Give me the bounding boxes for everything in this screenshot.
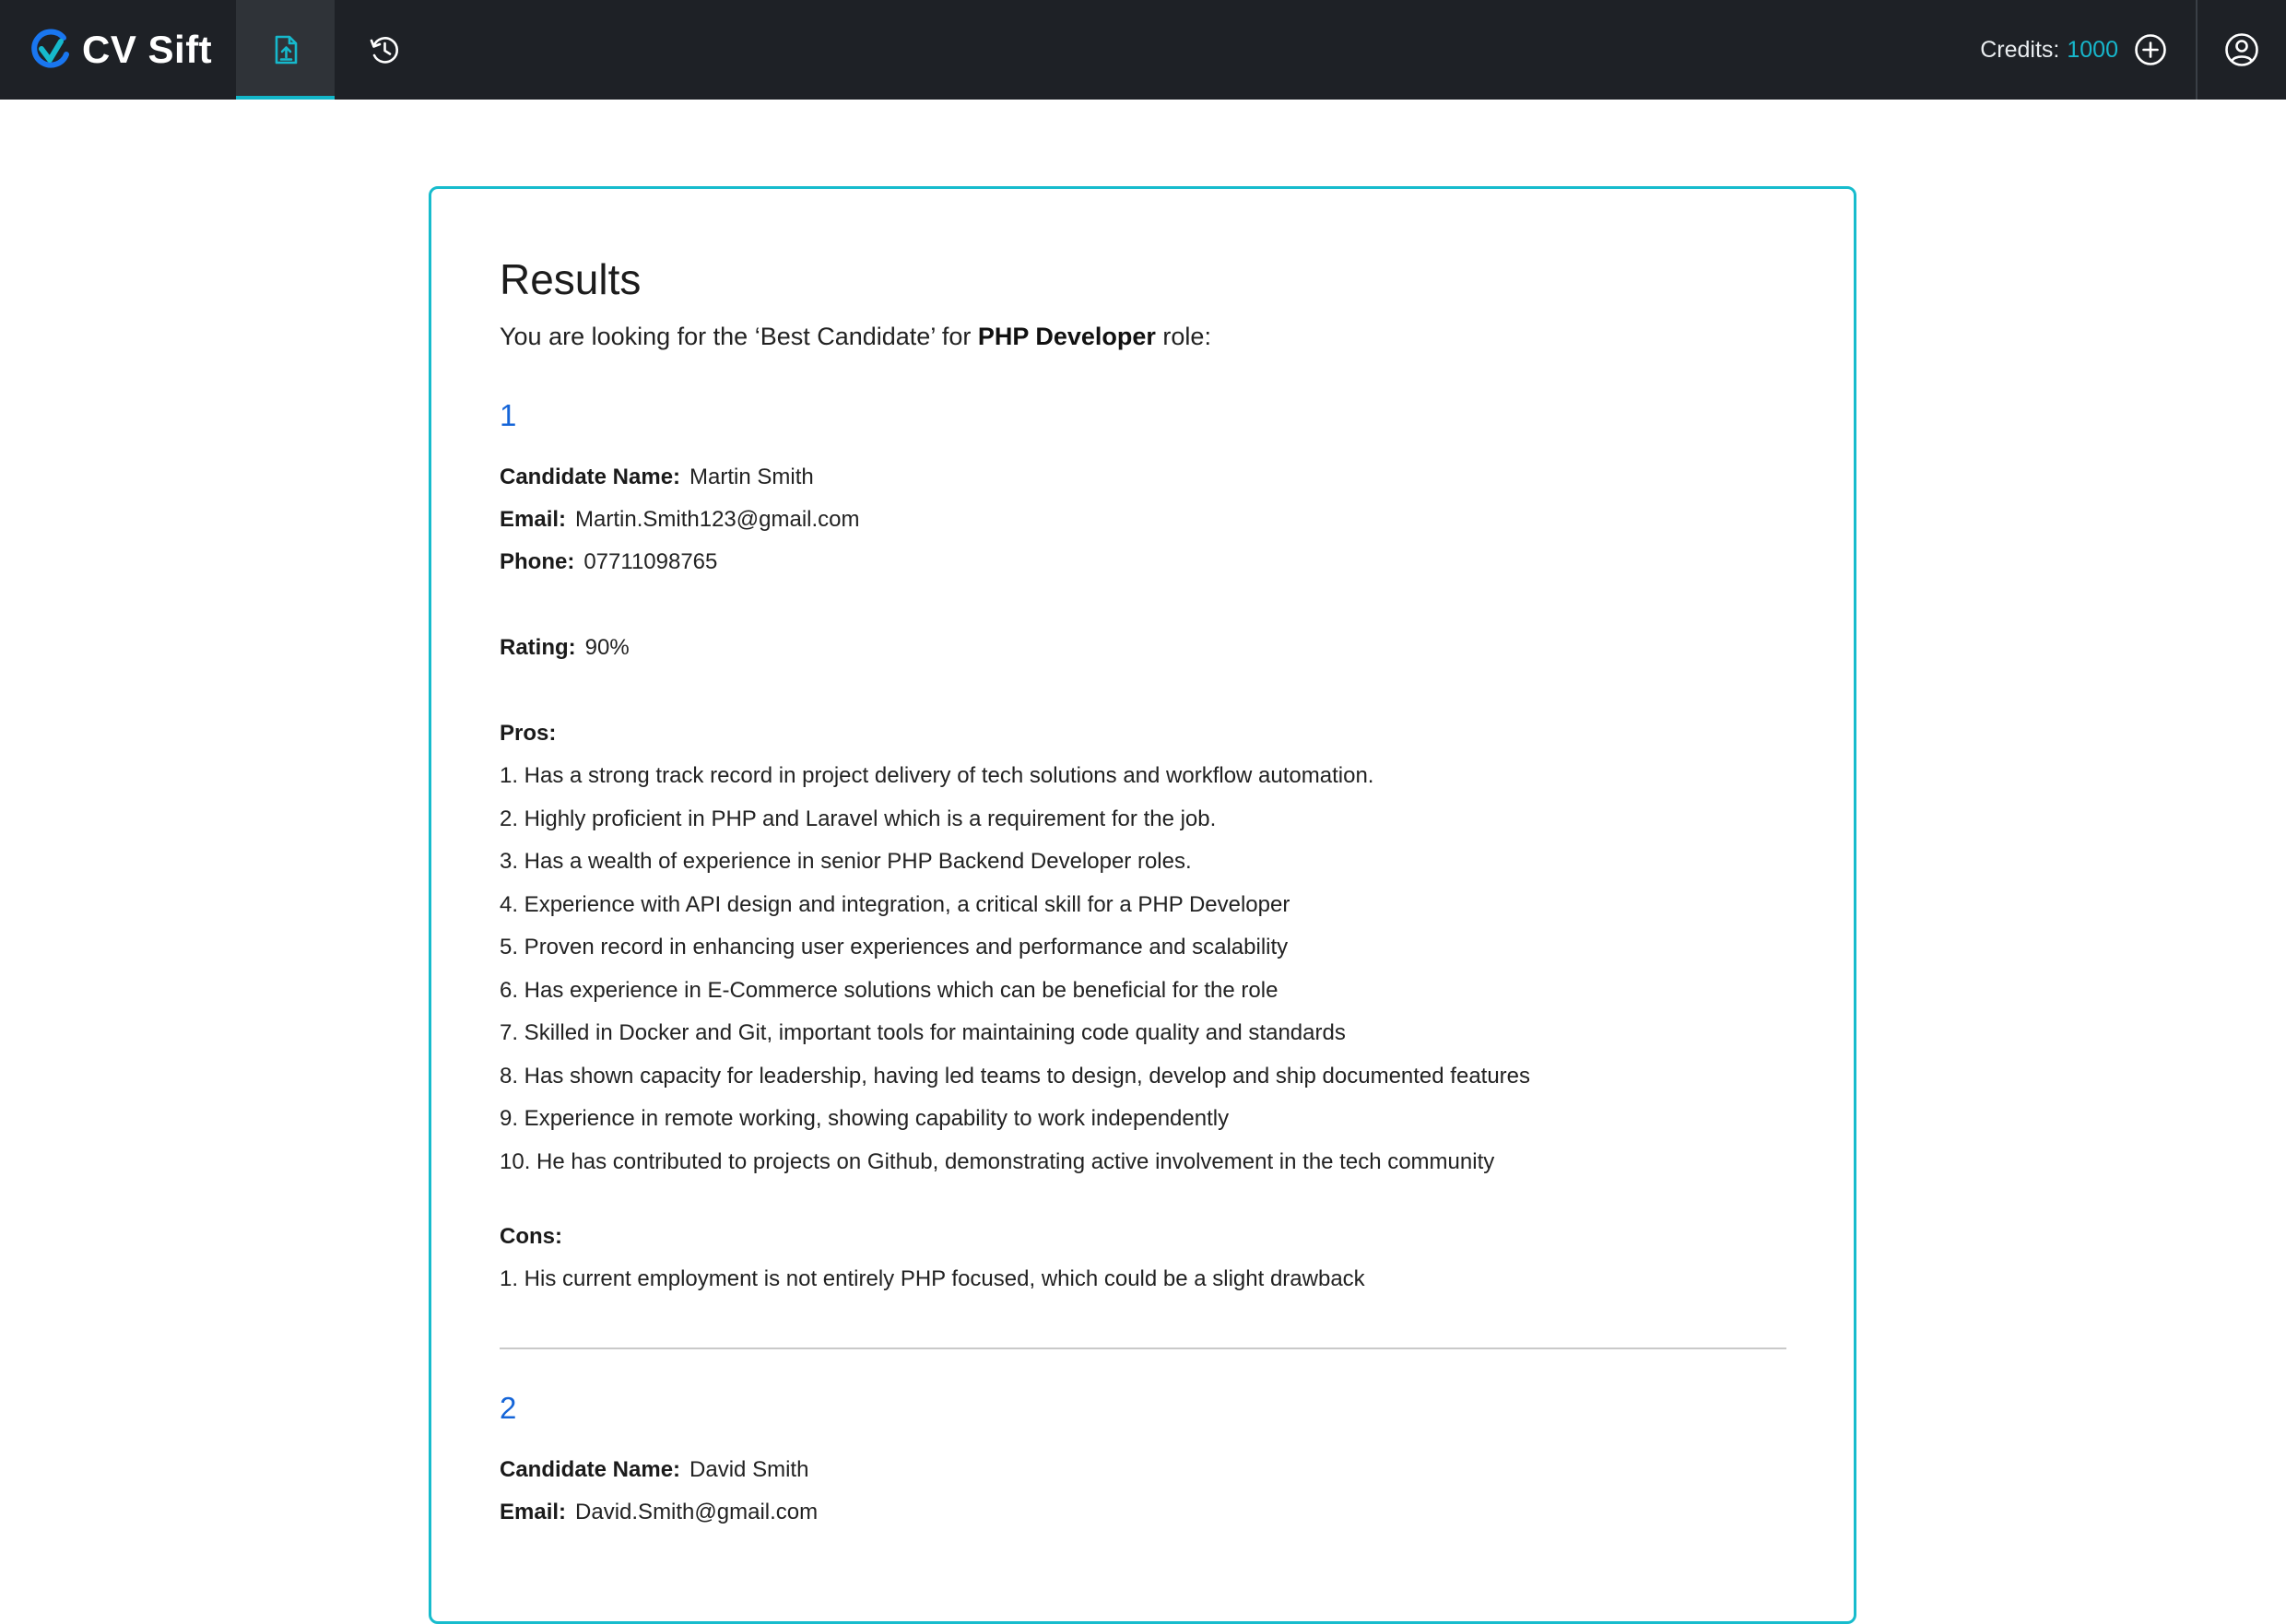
candidate-phone-label: Phone:: [500, 549, 575, 574]
pro-item: 1. Has a strong track record in project delivery of tech solutions and workflow automation.: [500, 763, 1374, 788]
pro-item: 2. Highly proficient in PHP and Laravel which is a requirement for the job.: [500, 806, 1217, 831]
intro-prefix: You are looking for the ‘Best Candidate’ for: [500, 323, 978, 350]
account-button[interactable]: [2196, 0, 2286, 100]
upload-file-icon: [268, 32, 303, 67]
candidate-name-label: Candidate Name:: [500, 465, 681, 489]
results-title: Results: [500, 255, 642, 303]
pro-item: 4. Experience with API design and integration, a critical skill for a PHP Developer: [500, 891, 1290, 917]
results-card: [429, 186, 1856, 1624]
candidate-name-row: [500, 456, 1785, 499]
pro-item: 9. Experience in remote working, showing capability to work independently: [500, 1106, 1230, 1131]
credits-display: [1980, 0, 2196, 100]
candidate-email-row: [500, 499, 1785, 541]
candidate-divider: [500, 1347, 1786, 1349]
pro-item: 10. He has contributed to projects on Github, demonstrating active involvement in the tech community: [500, 1148, 1495, 1174]
candidate-name: David Smith: [689, 1456, 809, 1482]
tab-history[interactable]: [335, 0, 433, 100]
candidate-rating-label: Rating:: [500, 635, 576, 660]
plus-circle-icon: [2133, 32, 2168, 67]
candidate-rating-row: [500, 627, 1785, 669]
candidate-email-row: [500, 1491, 1785, 1534]
pros-heading: Pros:: [500, 721, 557, 746]
pro-item: 7. Skilled in Docker and Git, important tools for maintaining code quality and standards: [500, 1020, 1346, 1045]
candidate-card: [500, 1390, 1785, 1534]
candidate-email-label: Email:: [500, 1499, 567, 1524]
candidate-name-row: [500, 1449, 1785, 1491]
credits-label: Credits:: [1980, 36, 2060, 63]
candidate-rating: 90%: [584, 635, 630, 660]
role-name: PHP Developer: [977, 323, 1156, 350]
candidate-name: Martin Smith: [689, 465, 814, 489]
pro-item: 6. Has experience in E-Commerce solutions which can be beneficial for the role: [500, 977, 1279, 1003]
add-credits-button[interactable]: [2133, 32, 2168, 67]
candidate-phone: 07711098765: [583, 549, 718, 574]
history-icon: [367, 32, 402, 67]
candidate-rank: 2: [500, 1390, 517, 1425]
candidate-rank: 1: [500, 398, 517, 432]
candidate-phone-row: [500, 541, 1785, 583]
pro-item: 3. Has a wealth of experience in senior PHP Backend Developer roles.: [500, 849, 1192, 874]
candidate-email: Martin.Smith123@gmail.com: [575, 507, 860, 532]
brand-logo[interactable]: [0, 0, 236, 100]
pro-item: 8. Has shown capacity for leadership, having led teams to design, develop and ship documented features: [500, 1063, 1531, 1089]
cv-sift-logo-icon: [27, 27, 73, 73]
user-circle-icon: [2223, 31, 2260, 68]
tab-upload[interactable]: [236, 0, 335, 100]
candidate-name-label: Candidate Name:: [500, 1456, 681, 1482]
intro-suffix: role:: [1155, 323, 1211, 350]
pro-item: 5. Proven record in enhancing user experiences and performance and scalability: [500, 935, 1289, 959]
con-item: 1. His current employment is not entirely PHP focused, which could be a slight drawback: [500, 1266, 1365, 1291]
credits-value: 1000: [2067, 36, 2118, 63]
topbar-spacer: [433, 0, 1980, 100]
candidate-contact: [500, 456, 1785, 583]
candidate-contact: [500, 1449, 1785, 1534]
candidate-email: David.Smith@gmail.com: [575, 1499, 819, 1524]
top-navigation-bar: [0, 0, 2286, 100]
candidate-email-label: Email:: [500, 507, 567, 532]
candidate-card: [500, 397, 1785, 1349]
results-intro: [500, 320, 1785, 353]
cons-heading: Cons:: [500, 1224, 562, 1249]
app-name: CV Sift: [82, 28, 213, 71]
